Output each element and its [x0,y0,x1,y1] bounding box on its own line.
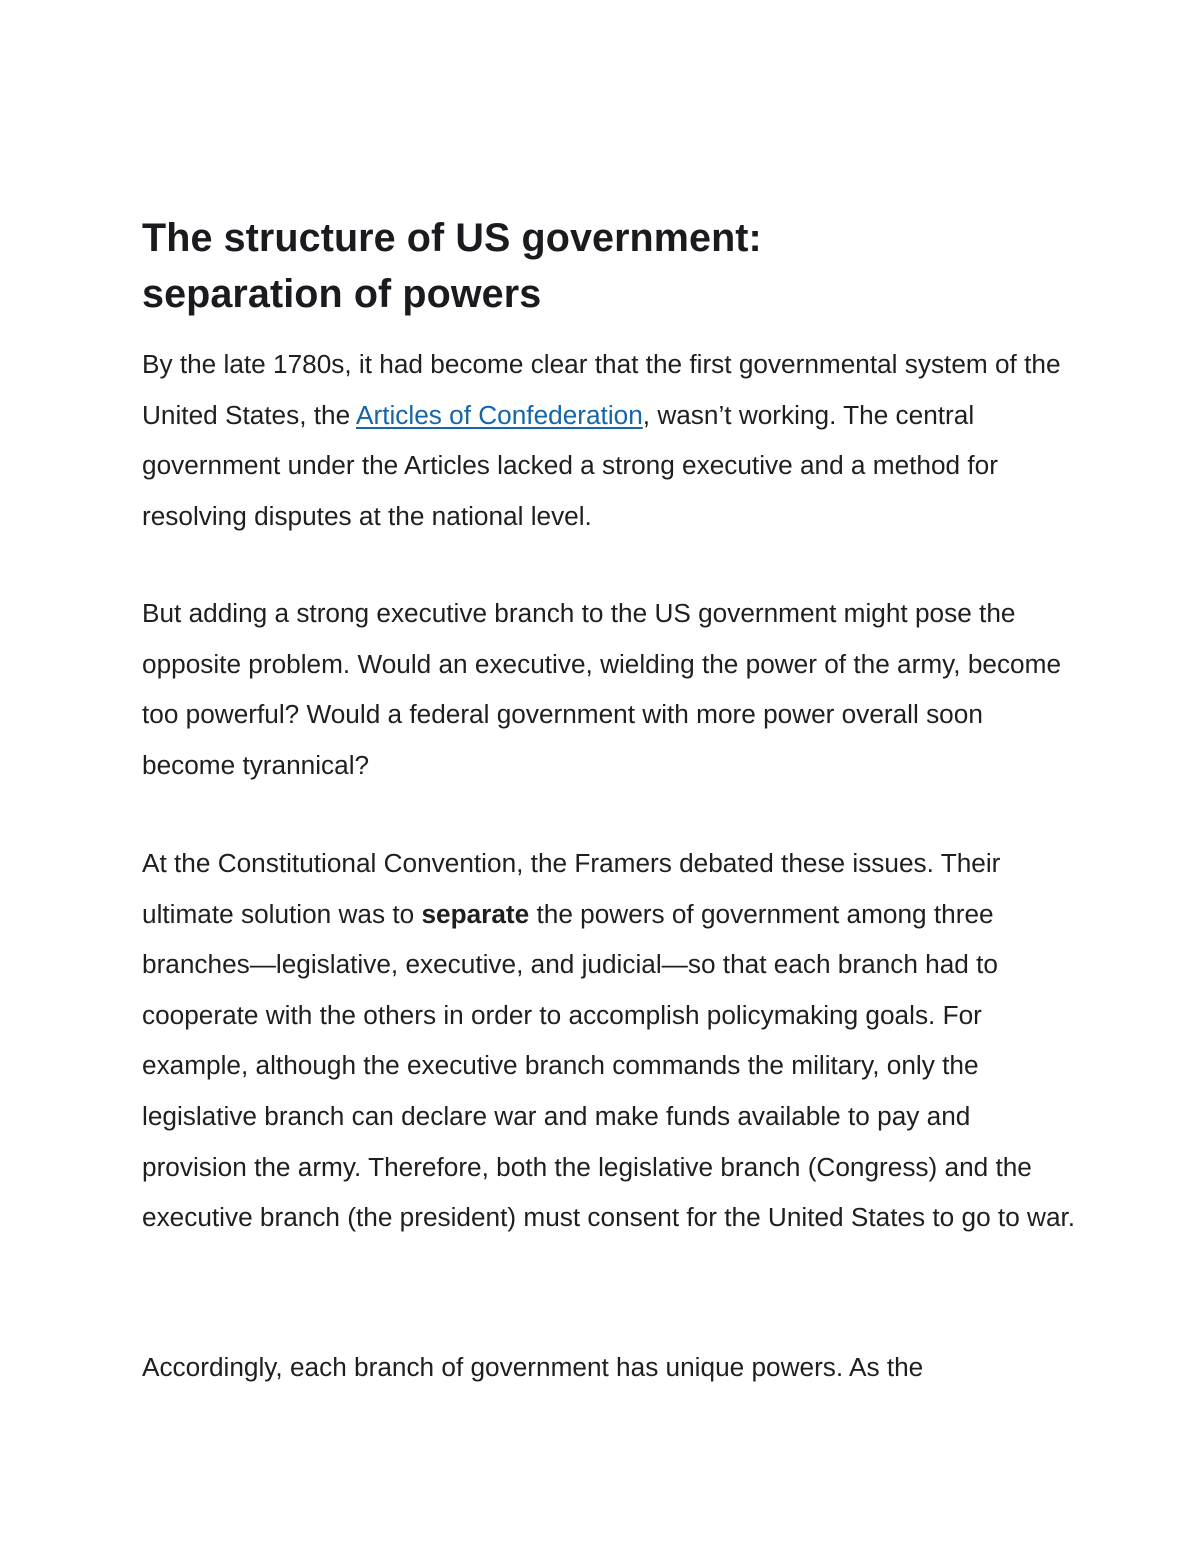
title-line-2: separation of powers [142,272,542,316]
paragraph-text: the powers of government among three branches—legislative, executive, and judicial—so that each branch had to cooperate with the others in order to accomplish policymaking goals. For example, although the executive branch commands the military, only the legislative branch can declare war and make funds available to pay and provision the army. Therefore, both the legislative branch (Congress) and the executive branch (the president) must consent for the United States to go to war. [142,898,1076,1233]
paragraph-text: Accordingly, each branch of government has unique powers. As the [142,1352,924,1382]
paragraph-text: At the Constitutional Convention, the Framers debated these issues. Their ultimate solution was to [142,848,1001,929]
paragraph-text: , wasn’t working. The central government under the Articles lacked a strong executive and a method for resolving disputes at the national level. [142,399,998,531]
title-line-1: The structure of US government: [142,216,762,260]
paragraph-articles [142,339,1082,541]
paragraph-text: But adding a strong executive branch to the US government might pose the opposite problem. Would an executive, wielding the power of the army, become too powerful? Would a federal government with more power overall soon become tyrannical? [142,598,1062,780]
articles-of-confederation-link[interactable]: Articles of Confederation [356,399,643,430]
page-title [142,210,1082,322]
paragraph-text: By the late 1780s, it had become clear that the first governmental system of the United States, the [142,349,1061,430]
paragraph-unique-powers [142,1342,1082,1393]
bold-term: separate [421,898,530,929]
paragraph-convention [142,838,1082,1243]
paragraph-executive [142,588,1082,790]
